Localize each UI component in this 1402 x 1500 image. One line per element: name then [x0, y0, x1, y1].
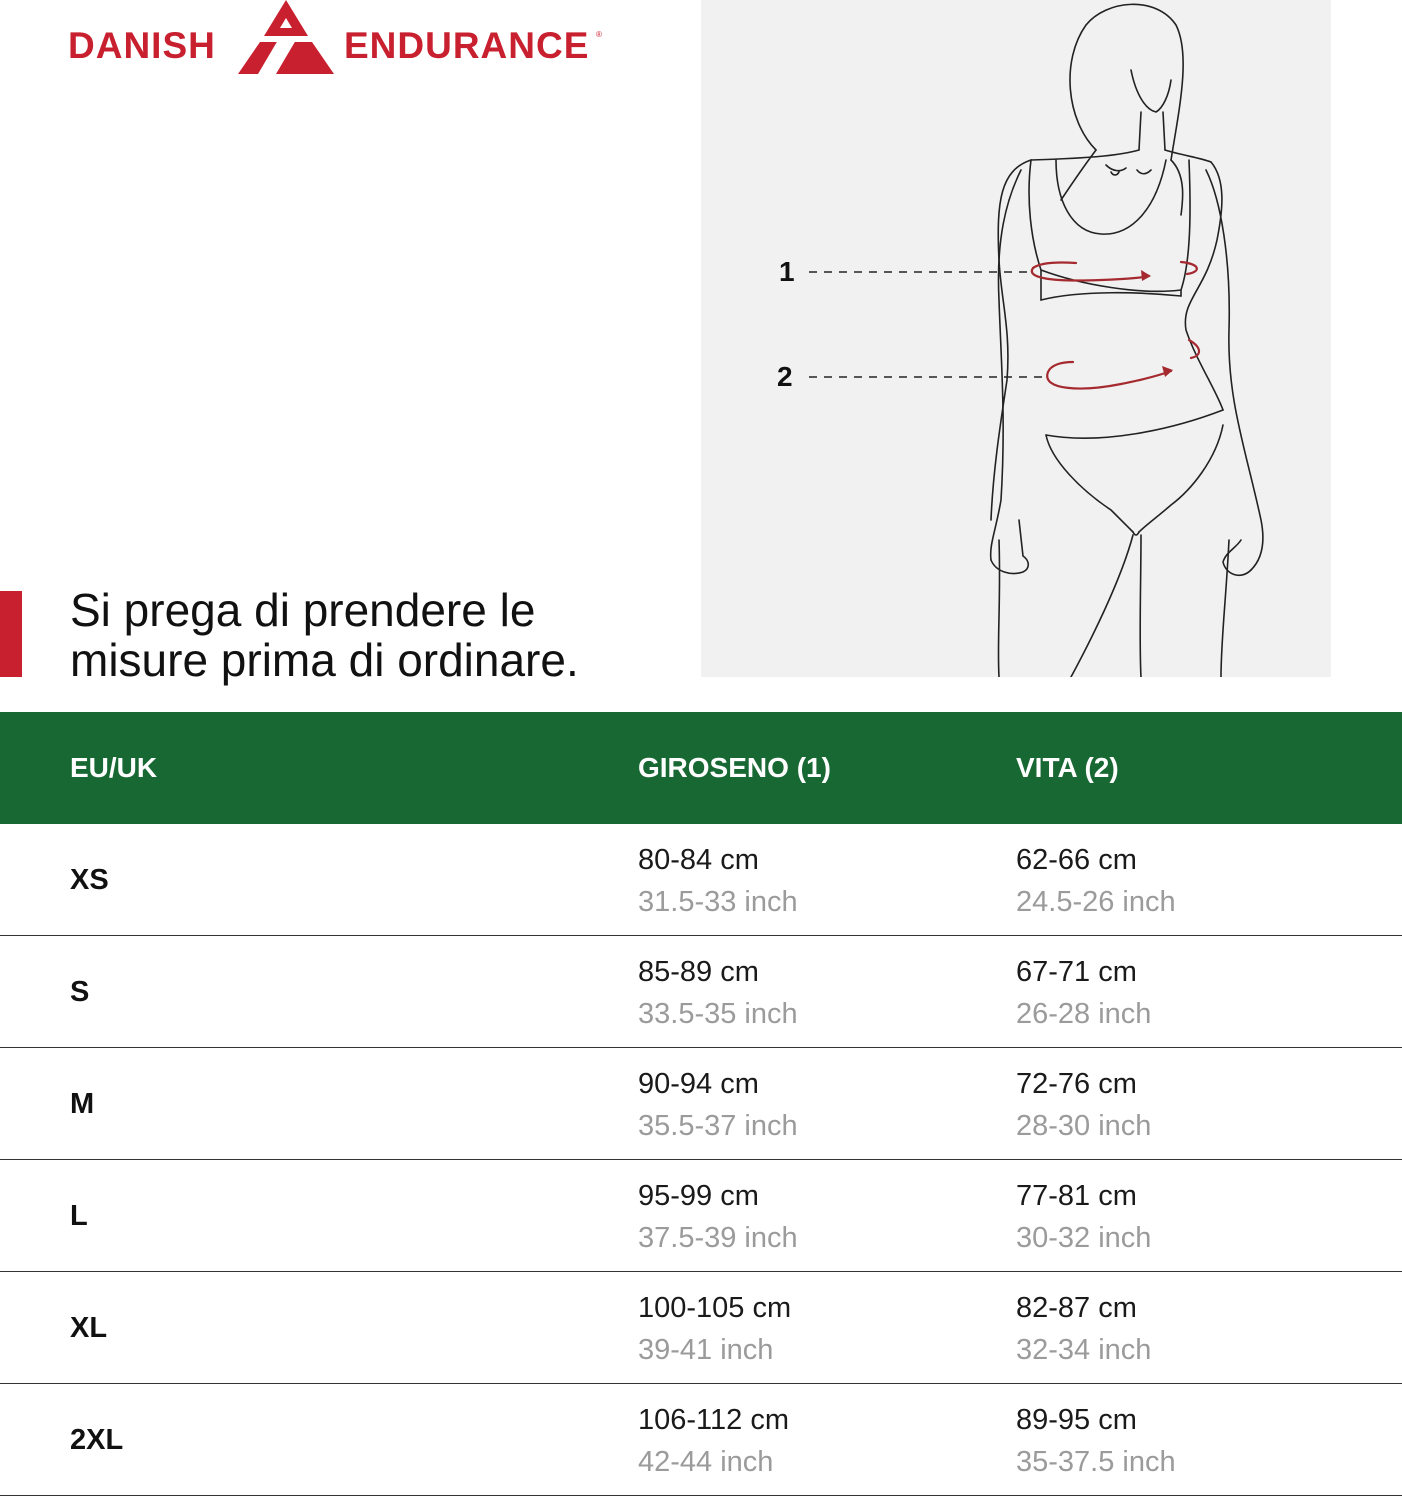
- bust-marker-label: 1: [779, 256, 795, 287]
- waist-inch: 32-34 inch: [1016, 1334, 1152, 1366]
- waist-cell: [1016, 1066, 1151, 1144]
- bust-cm: 100-105 cm: [638, 1292, 792, 1324]
- waist-cm: 67-71 cm: [1016, 956, 1137, 988]
- table-row: [0, 824, 1402, 936]
- table-header: [0, 712, 1402, 824]
- bust-cm: 95-99 cm: [638, 1180, 759, 1212]
- waist-cell: [1016, 1290, 1151, 1368]
- bust-inch: 39-41 inch: [638, 1334, 774, 1366]
- waist-cm: 62-66 cm: [1016, 844, 1137, 876]
- heading-line-1: Si prega di prendere le: [70, 584, 536, 636]
- waist-cell: [1016, 842, 1176, 920]
- bust-cm: 80-84 cm: [638, 844, 759, 876]
- table-row: [0, 1160, 1402, 1272]
- waist-cm: 82-87 cm: [1016, 1292, 1137, 1324]
- header-size: EU/UK: [70, 752, 158, 783]
- bust-inch: 31.5-33 inch: [638, 886, 798, 918]
- waist-inch: 28-30 inch: [1016, 1110, 1152, 1142]
- page-heading: [70, 585, 670, 685]
- measurement-figure: [701, 0, 1331, 677]
- size-label: M: [70, 1088, 95, 1120]
- bust-inch: 42-44 inch: [638, 1446, 774, 1478]
- registered-mark: ®: [596, 30, 602, 39]
- brand-name-left: DANISH: [68, 25, 216, 66]
- bust-cell: [638, 954, 798, 1032]
- waist-cell: [1016, 1178, 1151, 1256]
- bust-cm: 106-112 cm: [638, 1404, 789, 1436]
- bust-inch: 35.5-37 inch: [638, 1110, 798, 1142]
- mountain-logo-icon: [230, 0, 342, 74]
- size-label: L: [70, 1200, 88, 1232]
- waist-inch: 35-37.5 inch: [1016, 1446, 1176, 1478]
- header-waist: VITA (2): [1016, 752, 1119, 783]
- heading-line-2: misure prima di ordinare.: [70, 634, 579, 686]
- brand-name-right: ENDURANCE: [344, 25, 590, 66]
- bust-cell: [638, 1066, 798, 1144]
- woman-silhouette-illustration: [701, 0, 1331, 677]
- waist-marker-label: 2: [777, 361, 793, 392]
- table-row: [0, 1048, 1402, 1160]
- waist-cell: [1016, 1402, 1176, 1480]
- table-row: [0, 1272, 1402, 1384]
- size-label: XS: [70, 864, 109, 896]
- table-row: [0, 936, 1402, 1048]
- bust-cell: [638, 1290, 791, 1368]
- waist-cell: [1016, 954, 1151, 1032]
- size-chart-table: [0, 712, 1402, 1496]
- bust-cell: [638, 1178, 798, 1256]
- waist-cm: 89-95 cm: [1016, 1404, 1137, 1436]
- waist-inch: 26-28 inch: [1016, 998, 1152, 1030]
- header-bust: GIROSENO (1): [638, 752, 831, 783]
- bust-cm: 85-89 cm: [638, 956, 759, 988]
- table-row: [0, 1384, 1402, 1496]
- waist-cm: 77-81 cm: [1016, 1180, 1137, 1212]
- size-label: XL: [70, 1312, 108, 1344]
- waist-inch: 24.5-26 inch: [1016, 886, 1176, 918]
- waist-cm: 72-76 cm: [1016, 1068, 1137, 1100]
- bust-inch: 37.5-39 inch: [638, 1222, 798, 1254]
- size-label: 2XL: [70, 1424, 124, 1456]
- bust-cell: [638, 842, 798, 920]
- waist-inch: 30-32 inch: [1016, 1222, 1152, 1254]
- size-label: S: [70, 976, 90, 1008]
- bust-arrow-icon: [1141, 270, 1151, 281]
- bust-cm: 90-94 cm: [638, 1068, 759, 1100]
- bust-inch: 33.5-35 inch: [638, 998, 798, 1030]
- heading-accent-bar: [0, 591, 22, 677]
- bust-cell: [638, 1402, 789, 1480]
